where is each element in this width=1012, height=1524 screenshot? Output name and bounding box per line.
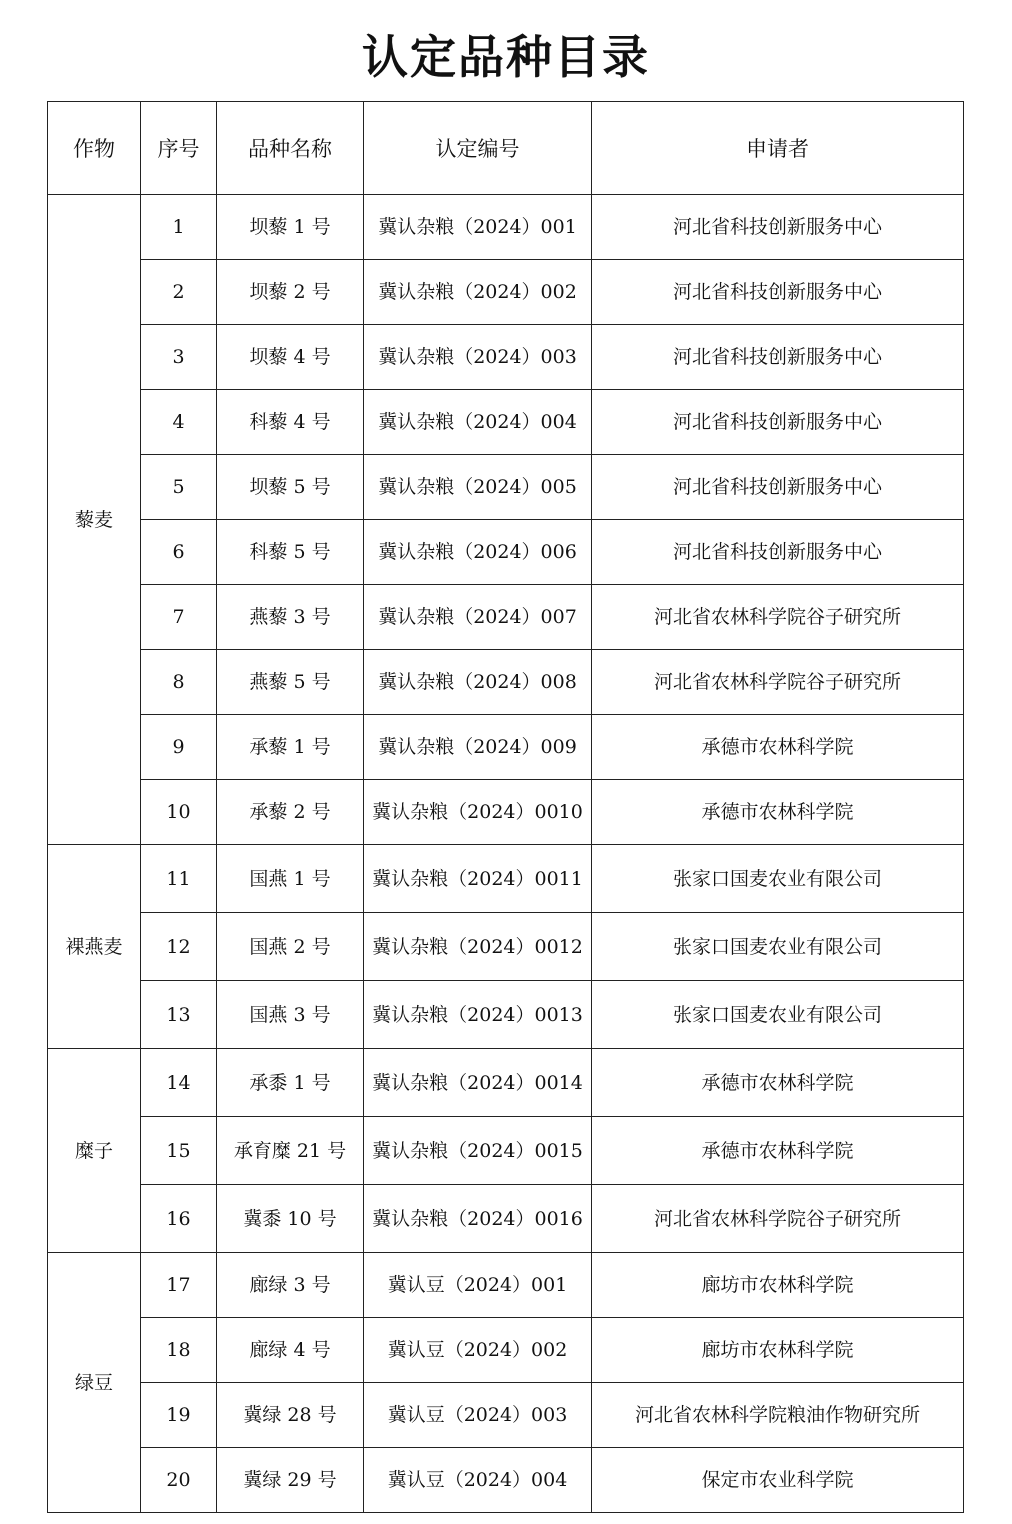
applicant-cell: 承德市农林科学院 (592, 1049, 964, 1117)
variety-name-cell: 冀绿 28 号 (217, 1383, 364, 1448)
serial-number-cell: 1 (141, 195, 217, 260)
variety-name-cell: 国燕 3 号 (217, 981, 364, 1049)
header-serial-number: 序号 (141, 102, 217, 195)
applicant-cell: 河北省科技创新服务中心 (592, 195, 964, 260)
variety-name-cell: 坝藜 4 号 (217, 325, 364, 390)
table-row (48, 1448, 964, 1513)
certification-code-cell: 冀认杂粮（2024）001 (364, 195, 592, 260)
applicant-cell: 河北省农林科学院谷子研究所 (592, 1185, 964, 1253)
certification-code-cell: 冀认豆（2024）002 (364, 1318, 592, 1383)
table-row (48, 520, 964, 585)
certification-code-cell: 冀认杂粮（2024）009 (364, 715, 592, 780)
applicant-cell: 廊坊市农林科学院 (592, 1318, 964, 1383)
header-certification-code: 认定编号 (364, 102, 592, 195)
variety-name-cell: 承黍 1 号 (217, 1049, 364, 1117)
certification-code-cell: 冀认杂粮（2024）005 (364, 455, 592, 520)
table-row (48, 1049, 964, 1117)
crop-cell: 糜子 (48, 1049, 141, 1253)
serial-number-cell: 11 (141, 845, 217, 913)
table-row (48, 780, 964, 845)
certification-code-cell: 冀认杂粮（2024）006 (364, 520, 592, 585)
applicant-cell: 河北省农林科学院谷子研究所 (592, 585, 964, 650)
table-row (48, 1383, 964, 1448)
applicant-cell: 河北省农林科学院粮油作物研究所 (592, 1383, 964, 1448)
serial-number-cell: 12 (141, 913, 217, 981)
header-applicant: 申请者 (592, 102, 964, 195)
crop-cell: 绿豆 (48, 1253, 141, 1513)
applicant-cell: 张家口国麦农业有限公司 (592, 913, 964, 981)
table-row (48, 981, 964, 1049)
table-row (48, 195, 964, 260)
certification-code-cell: 冀认杂粮（2024）0015 (364, 1117, 592, 1185)
certification-code-cell: 冀认杂粮（2024）0014 (364, 1049, 592, 1117)
certification-code-cell: 冀认杂粮（2024）003 (364, 325, 592, 390)
applicant-cell: 河北省科技创新服务中心 (592, 520, 964, 585)
variety-name-cell: 科藜 4 号 (217, 390, 364, 455)
table-row (48, 260, 964, 325)
serial-number-cell: 20 (141, 1448, 217, 1513)
variety-name-cell: 燕藜 3 号 (217, 585, 364, 650)
applicant-cell: 廊坊市农林科学院 (592, 1253, 964, 1318)
header-crop: 作物 (48, 102, 141, 195)
table-row (48, 1117, 964, 1185)
applicant-cell: 河北省科技创新服务中心 (592, 390, 964, 455)
serial-number-cell: 17 (141, 1253, 217, 1318)
variety-name-cell: 廊绿 4 号 (217, 1318, 364, 1383)
variety-name-cell: 冀黍 10 号 (217, 1185, 364, 1253)
certification-code-cell: 冀认豆（2024）004 (364, 1448, 592, 1513)
table-row (48, 1253, 964, 1318)
certification-code-cell: 冀认杂粮（2024）007 (364, 585, 592, 650)
variety-name-cell: 承藜 2 号 (217, 780, 364, 845)
variety-name-cell: 坝藜 2 号 (217, 260, 364, 325)
certification-code-cell: 冀认杂粮（2024）0012 (364, 913, 592, 981)
header-variety-name: 品种名称 (217, 102, 364, 195)
variety-name-cell: 科藜 5 号 (217, 520, 364, 585)
variety-name-cell: 燕藜 5 号 (217, 650, 364, 715)
certification-code-cell: 冀认杂粮（2024）004 (364, 390, 592, 455)
table-row (48, 585, 964, 650)
table-row (48, 845, 964, 913)
applicant-cell: 河北省农林科学院谷子研究所 (592, 650, 964, 715)
serial-number-cell: 5 (141, 455, 217, 520)
serial-number-cell: 14 (141, 1049, 217, 1117)
crop-cell: 裸燕麦 (48, 845, 141, 1049)
table-row (48, 650, 964, 715)
serial-number-cell: 19 (141, 1383, 217, 1448)
applicant-cell: 承德市农林科学院 (592, 715, 964, 780)
certification-code-cell: 冀认杂粮（2024）008 (364, 650, 592, 715)
serial-number-cell: 4 (141, 390, 217, 455)
table-header-row (48, 102, 964, 195)
table-row (48, 325, 964, 390)
variety-name-cell: 冀绿 29 号 (217, 1448, 364, 1513)
variety-catalog-table (47, 101, 964, 1513)
certification-code-cell: 冀认杂粮（2024）0011 (364, 845, 592, 913)
variety-name-cell: 坝藜 5 号 (217, 455, 364, 520)
applicant-cell: 承德市农林科学院 (592, 1117, 964, 1185)
serial-number-cell: 18 (141, 1318, 217, 1383)
applicant-cell: 张家口国麦农业有限公司 (592, 845, 964, 913)
table-row (48, 390, 964, 455)
certification-code-cell: 冀认杂粮（2024）002 (364, 260, 592, 325)
applicant-cell: 保定市农业科学院 (592, 1448, 964, 1513)
variety-name-cell: 承藜 1 号 (217, 715, 364, 780)
serial-number-cell: 3 (141, 325, 217, 390)
serial-number-cell: 13 (141, 981, 217, 1049)
table-body (48, 195, 964, 1513)
serial-number-cell: 2 (141, 260, 217, 325)
certification-code-cell: 冀认豆（2024）003 (364, 1383, 592, 1448)
table-row (48, 1185, 964, 1253)
crop-cell: 藜麦 (48, 195, 141, 845)
variety-name-cell: 廊绿 3 号 (217, 1253, 364, 1318)
serial-number-cell: 7 (141, 585, 217, 650)
serial-number-cell: 15 (141, 1117, 217, 1185)
certification-code-cell: 冀认豆（2024）001 (364, 1253, 592, 1318)
applicant-cell: 河北省科技创新服务中心 (592, 455, 964, 520)
certification-code-cell: 冀认杂粮（2024）0013 (364, 981, 592, 1049)
variety-name-cell: 国燕 2 号 (217, 913, 364, 981)
serial-number-cell: 10 (141, 780, 217, 845)
page-title: 认定品种目录 (362, 30, 650, 84)
certification-code-cell: 冀认杂粮（2024）0016 (364, 1185, 592, 1253)
serial-number-cell: 8 (141, 650, 217, 715)
serial-number-cell: 6 (141, 520, 217, 585)
variety-name-cell: 承育糜 21 号 (217, 1117, 364, 1185)
certification-code-cell: 冀认杂粮（2024）0010 (364, 780, 592, 845)
variety-name-cell: 坝藜 1 号 (217, 195, 364, 260)
applicant-cell: 河北省科技创新服务中心 (592, 325, 964, 390)
serial-number-cell: 16 (141, 1185, 217, 1253)
applicant-cell: 张家口国麦农业有限公司 (592, 981, 964, 1049)
serial-number-cell: 9 (141, 715, 217, 780)
variety-name-cell: 国燕 1 号 (217, 845, 364, 913)
applicant-cell: 承德市农林科学院 (592, 780, 964, 845)
table-row (48, 715, 964, 780)
table-row (48, 1318, 964, 1383)
table-row (48, 913, 964, 981)
table-row (48, 455, 964, 520)
applicant-cell: 河北省科技创新服务中心 (592, 260, 964, 325)
